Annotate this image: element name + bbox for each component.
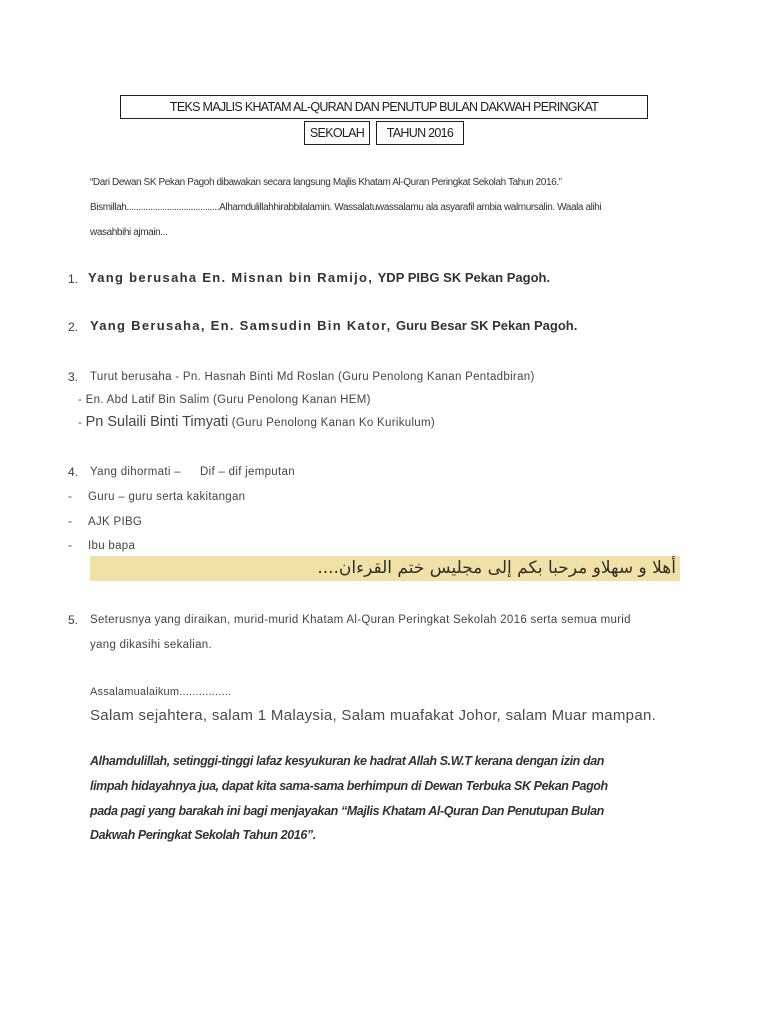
title-line-1: TEKS MAJLIS KHATAM AL-QURAN DAN PENUTUP BULAN DAKWAH PERINGKAT bbox=[120, 95, 648, 119]
arabic-welcome-band bbox=[90, 556, 680, 581]
item-1-number: 1. bbox=[68, 272, 79, 286]
item-5-line-1: Seterusnya yang diraikan, murid-murid Khatam Al-Quran Peringkat Sekolah 2016 serta semua murid bbox=[90, 614, 631, 626]
item-3-sub-1: - En. Abd Latif Bin Salim (Guru Penolong Kanan HEM) bbox=[78, 394, 371, 406]
item-1-role: YDP PIBG SK Pekan Pagoh. bbox=[377, 270, 551, 285]
item-4-list-item: Guru – guru serta kakitangan bbox=[88, 491, 246, 503]
arabic-welcome-text: أهلا و سهلاو مرحبا بكم إلى مجليس ختم القرءان.... bbox=[317, 558, 676, 578]
opening-paragraph-line: Dakwah Peringkat Sekolah Tahun 2016”. bbox=[90, 828, 316, 842]
item-1-name: Yang berusaha En. Misnan bin Ramijo, bbox=[88, 270, 374, 285]
item-3-sub-2 bbox=[78, 414, 435, 431]
opening-paragraph-line: pada pagi yang barakah ini bagi menjayakan “Majlis Khatam Al-Quran Dan Penutupan Bulan bbox=[90, 804, 604, 818]
item-2 bbox=[90, 318, 577, 334]
item-3-sub-2-dash: - bbox=[78, 417, 86, 429]
item-3-text: Turut berusaha - Pn. Hasnah Binti Md Roslan (Guru Penolong Kanan Pentadbiran) bbox=[90, 371, 535, 383]
intro-opening-line-2: wasahbihi ajmain... bbox=[90, 227, 168, 238]
greeting-salam: Salam sejahtera, salam 1 Malaysia, Salam muafakat Johor, salam Muar mampan. bbox=[90, 707, 657, 724]
item-4-list-item: Ibu bapa bbox=[88, 540, 136, 552]
item-2-role: Guru Besar SK Pekan Pagoh. bbox=[395, 318, 578, 333]
item-4-number: 4. bbox=[68, 465, 79, 479]
item-3-sub-2-name: Pn Sulaili Binti Timyati bbox=[85, 414, 229, 430]
title-sekolah: SEKOLAH bbox=[304, 121, 370, 145]
title-tahun: TAHUN 2016 bbox=[376, 121, 464, 145]
item-1 bbox=[88, 270, 550, 286]
item-5-line-2: yang dikasihi sekalian. bbox=[90, 639, 212, 651]
greeting-assalam: Assalamualaikum................ bbox=[90, 686, 232, 698]
item-3-sub-2-role: (Guru Penolong Kanan Ko Kurikulum) bbox=[228, 417, 436, 429]
intro-quote: “Dari Dewan SK Pekan Pagoh dibawakan secara langsung Majlis Khatam Al-Quran Peringkat Sekolah Tahun 2016.” bbox=[90, 177, 562, 188]
opening-paragraph-line: Alhamdulillah, setinggi-tinggi lafaz kesyukuran ke hadrat Allah S.W.T kerana dengan izin dan bbox=[90, 754, 604, 768]
item-4-bullet: - bbox=[68, 540, 73, 552]
item-4-bullet: - bbox=[68, 516, 73, 528]
item-2-name: Yang Berusaha, En. Samsudin Bin Kator, bbox=[90, 318, 392, 333]
item-4-label: Yang dihormati – bbox=[90, 466, 181, 478]
item-5-number: 5. bbox=[68, 613, 79, 627]
item-4-bullet: - bbox=[68, 491, 73, 503]
item-2-number: 2. bbox=[68, 320, 79, 334]
item-4-first: Dif – dif jemputan bbox=[200, 466, 295, 478]
item-3-number: 3. bbox=[68, 370, 79, 384]
opening-paragraph-line: limpah hidayahnya jua, dapat kita sama-sama berhimpun di Dewan Terbuka SK Pekan Pagoh bbox=[90, 779, 608, 793]
item-4-list-item: AJK PIBG bbox=[88, 516, 143, 528]
intro-opening-line-1: Bismillah.......................................Alhamdulillahhirabbilalamin. Wassalatuwassalamu ala asyarafil ambia walmursalin. Waala alihi bbox=[90, 202, 602, 213]
